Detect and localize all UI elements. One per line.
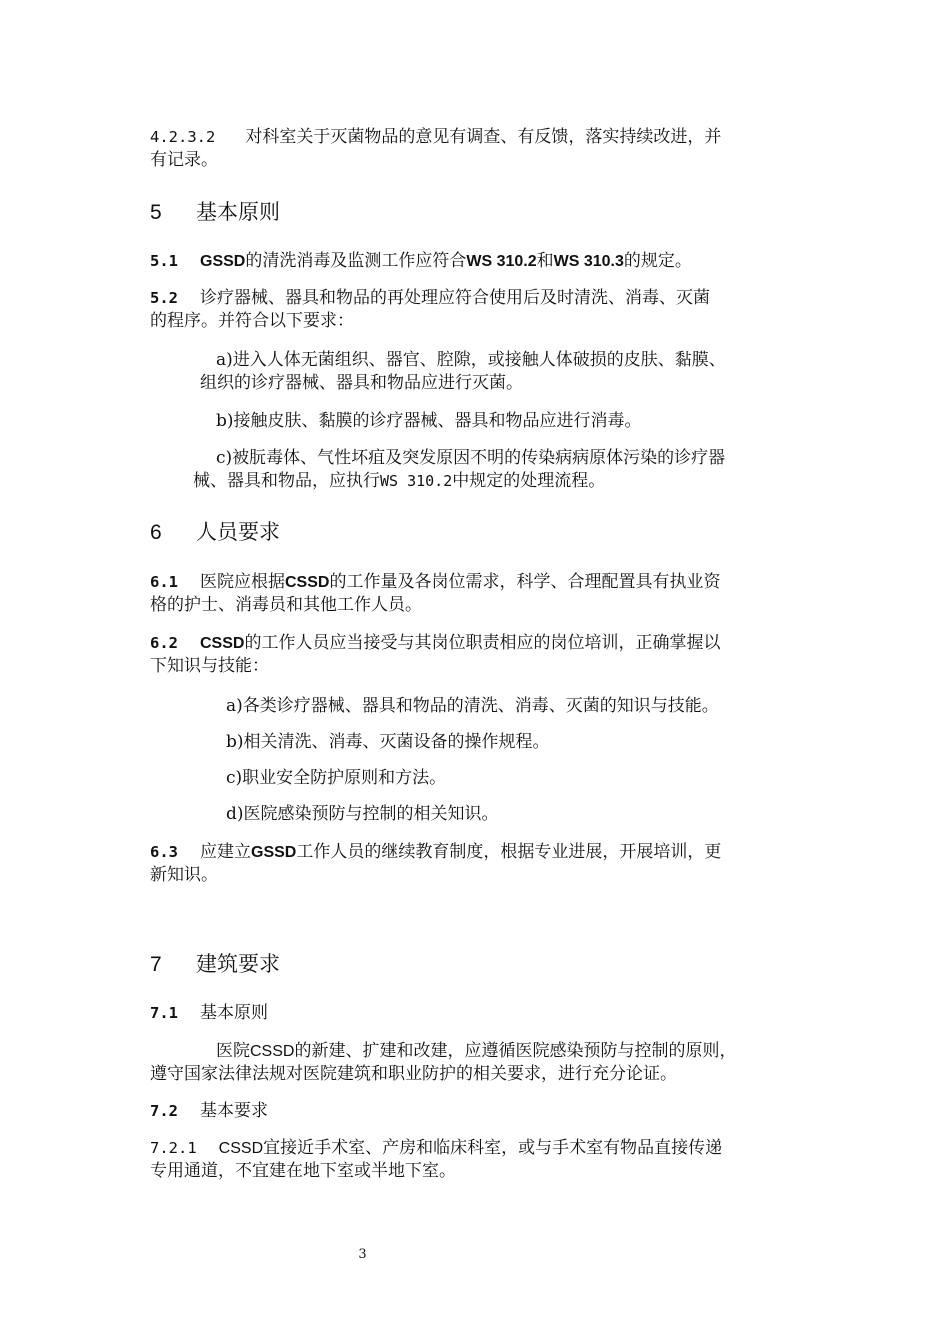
list-item-text-end: 中规定的处理流程。 xyxy=(452,471,606,491)
clause-text-cont: 专用通道，不宜建在地下室或半地下室。 xyxy=(150,1161,456,1181)
section-number: 6 xyxy=(150,521,162,544)
clause-text-pre: 医院应根据 xyxy=(200,572,285,592)
list-item-5-2-b xyxy=(216,410,796,433)
clause-text: 的工作人员应当接受与其岗位职责相应的岗位培训，正确掌握以 xyxy=(244,633,721,653)
clause-abbr: CSSD xyxy=(218,1140,264,1157)
paragraph-5-2 xyxy=(150,287,790,333)
paragraph-7-1 xyxy=(150,1040,790,1086)
subsection-heading-7-2 xyxy=(150,1100,790,1123)
list-item-6-2-b xyxy=(226,731,796,754)
list-item-text: d)医院感染预防与控制的相关知识。 xyxy=(226,804,499,824)
clause-text-cont: 有记录。 xyxy=(150,150,218,170)
section-number: 7 xyxy=(150,953,162,976)
clause-abbr: CSSD xyxy=(250,1043,295,1060)
section-heading-6 xyxy=(150,519,280,546)
paragraph-6-2 xyxy=(150,632,790,678)
clause-number: 7.2 xyxy=(150,1102,178,1120)
section-title: 建筑要求 xyxy=(196,952,280,976)
standard-ref: WS 310.2 xyxy=(380,472,453,490)
list-item-text: a)各类诊疗器械、器具和物品的清洗、消毒、灭菌的知识与技能。 xyxy=(226,696,719,716)
subsection-title: 基本要求 xyxy=(200,1101,268,1121)
clause-text: 对科室关于灭菌物品的意见有调查、有反馈，落实持续改进，并 xyxy=(245,127,722,147)
clause-number: 7.1 xyxy=(150,1004,178,1022)
subsection-title: 基本原则 xyxy=(200,1003,268,1023)
clause-number: 5.1 xyxy=(150,252,178,270)
clause-number: 6.2 xyxy=(150,634,178,652)
list-item-text: b)接触皮肤、黏膜的诊疗器械、器具和物品应进行消毒。 xyxy=(216,411,642,431)
section-heading-5 xyxy=(150,199,280,226)
clause-text-cont: 格的护士、消毒员和其他工作人员。 xyxy=(150,595,422,615)
paragraph-5-1 xyxy=(150,250,790,273)
clause-abbr: GSSD xyxy=(200,253,246,270)
clause-text-cont: 新知识。 xyxy=(150,865,218,885)
clause-abbr: CSSD xyxy=(200,635,245,652)
clause-text-pre: 医院 xyxy=(216,1041,250,1061)
subsection-heading-7-1 xyxy=(150,1002,790,1025)
clause-text-pre: 应建立 xyxy=(200,842,251,862)
clause-text: 诊疗器械、器具和物品的再处理应符合使用后及时清洗、消毒、灭菌 xyxy=(200,288,710,308)
list-item-text: c)被朊毒体、气性坏疽及突发原因不明的传染病病原体污染的诊疗器 xyxy=(216,448,726,468)
list-item-6-2-d xyxy=(226,803,796,826)
clause-number: 5.2 xyxy=(150,289,178,307)
standard-ref-1: WS 310.2 xyxy=(466,253,537,270)
list-item-5-2-c xyxy=(193,447,803,493)
clause-and: 和 xyxy=(536,251,554,271)
clause-number: 6.1 xyxy=(150,573,178,591)
list-item-text-cont: 械、器具和物品，应执行 xyxy=(193,471,380,491)
clause-text: 的清洗消毒及监测工作应符合 xyxy=(245,251,467,271)
clause-text-cont: 遵守国家法律法规对医院建筑和职业防护的相关要求，进行充分论证。 xyxy=(150,1064,677,1084)
clause-text-cont: 下知识与技能： xyxy=(150,656,269,676)
clause-text-end: 的规定。 xyxy=(623,251,692,271)
clause-abbr: GSSD xyxy=(251,844,297,861)
paragraph-6-1 xyxy=(150,571,790,617)
section-heading-7 xyxy=(150,951,280,978)
clause-number: 7.2.1 xyxy=(150,1139,197,1157)
clause-text: 的新建、扩建和改建，应遵循医院感染预防与控制的原则， xyxy=(294,1041,737,1061)
clause-text: 工作人员的继续教育制度，根据专业进展，开展培训，更 xyxy=(296,842,722,862)
list-item-text: b)相关清洗、消毒、灭菌设备的操作规程。 xyxy=(226,732,550,752)
section-number: 5 xyxy=(150,201,162,224)
clause-abbr: CSSD xyxy=(285,574,330,591)
clause-text: 的工作量及各岗位需求，科学、合理配置具有执业资 xyxy=(329,572,721,592)
paragraph-7-2-1 xyxy=(150,1137,790,1183)
standard-ref-2: WS 310.3 xyxy=(553,253,624,270)
section-title: 人员要求 xyxy=(196,520,280,544)
section-title: 基本原则 xyxy=(196,200,280,224)
clause-number: 4.2.3.2 xyxy=(150,128,216,146)
clause-number: 6.3 xyxy=(150,843,178,861)
list-item-text: c)职业安全防护原则和方法。 xyxy=(226,768,447,788)
list-item-6-2-a xyxy=(226,695,796,718)
page-number: 3 xyxy=(358,1247,367,1262)
list-item-6-2-c xyxy=(226,767,796,790)
list-item-5-2-a xyxy=(200,349,800,395)
paragraph-4-2-3-2 xyxy=(150,126,790,172)
list-item-text-cont: 组织的诊疗器械、器具和物品应进行灭菌。 xyxy=(200,373,523,393)
clause-text-cont: 的程序。并符合以下要求： xyxy=(150,311,354,331)
list-item-text: a)进入人体无菌组织、器官、腔隙，或接触人体破损的皮肤、黏膜、 xyxy=(216,350,726,370)
paragraph-6-3 xyxy=(150,841,790,887)
clause-text: 宜接近手术室、产房和临床科室，或与手术室有物品直接传递 xyxy=(263,1138,723,1158)
